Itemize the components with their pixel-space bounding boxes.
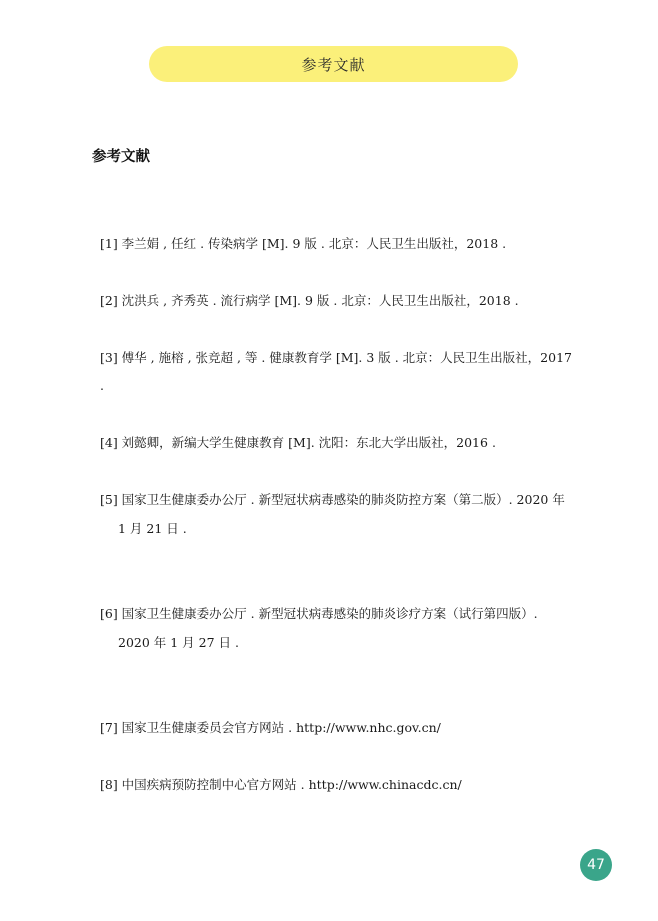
reference-text: [5] 国家卫生健康委办公厅 . 新型冠状病毒感染的肺炎防控方案（第二版）. 2020 年 (100, 492, 565, 507)
reference-item (100, 258, 576, 315)
reference-text: [3] 傅华 , 施榕 , 张竞超 , 等 . 健康教育学 [M]. 3 版 . 北京：人民卫生出版社，2017 . (100, 349, 572, 393)
reference-item (100, 743, 576, 800)
reference-item (100, 686, 576, 743)
reference-item (100, 572, 576, 686)
section-heading: 参考文献 (92, 149, 150, 165)
header-banner (149, 46, 518, 82)
reference-text: [7] 国家卫生健康委员会官方网站 . http://www.nhc.gov.cn/ (100, 720, 441, 735)
reference-text: [4] 刘懿卿，新编大学生健康教育 [M]. 沈阳：东北大学出版社，2016 . (100, 435, 496, 450)
page-number-badge: 47 (580, 849, 612, 881)
reference-text: [2] 沈洪兵 , 齐秀英 . 流行病学 [M]. 9 版 . 北京：人民卫生出版社，2018 . (100, 292, 519, 308)
reference-item (100, 315, 576, 401)
reference-text-continuation: 1 月 21 日 . (118, 520, 187, 536)
reference-text: [8] 中国疾病预防控制中心官方网站 . http://www.chinacdc.cn/ (100, 777, 462, 792)
reference-item (100, 458, 576, 572)
reference-item (100, 401, 576, 458)
reference-list (100, 201, 576, 800)
reference-text: [6] 国家卫生健康委办公厅 . 新型冠状病毒感染的肺炎诊疗方案（试行第四版）. (100, 606, 538, 621)
banner-title: 参考文献 (301, 55, 366, 74)
reference-item (100, 201, 576, 258)
reference-text-continuation: 2020 年 1 月 27 日 . (118, 634, 239, 650)
reference-text: [1] 李兰娟 , 任红 . 传染病学 [M]. 9 版 . 北京：人民卫生出版社，2018 . (100, 235, 507, 251)
